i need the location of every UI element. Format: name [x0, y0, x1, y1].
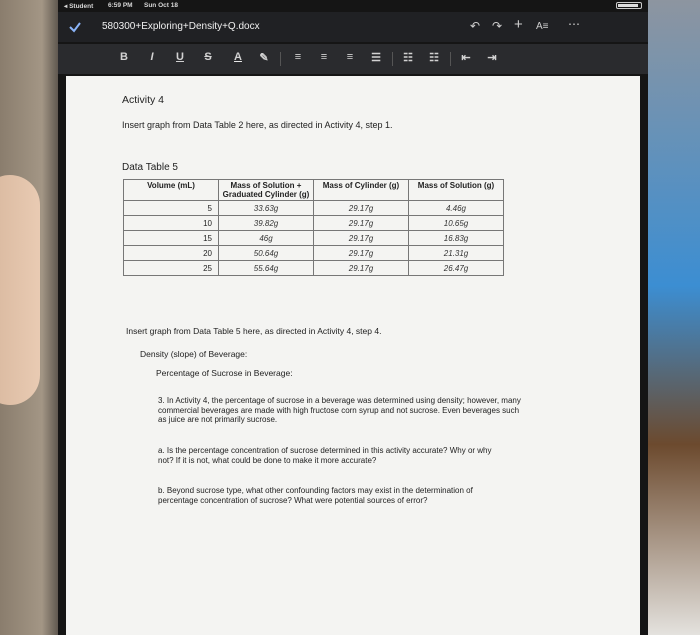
- table-cell: 26.47g: [409, 261, 504, 276]
- align-right-icon[interactable]: ≡: [346, 51, 354, 63]
- toolbar-divider: [450, 52, 451, 66]
- more-icon[interactable]: ⋯: [568, 17, 580, 31]
- check-icon[interactable]: [68, 20, 82, 34]
- table-cell: 16.83g: [409, 231, 504, 246]
- table-cell: 33.63g: [219, 201, 314, 216]
- table-cell: 55.64g: [219, 261, 314, 276]
- table-cell: 25: [124, 261, 219, 276]
- table-title: Data Table 5: [122, 162, 178, 173]
- finger: [0, 175, 40, 405]
- numbered-list-icon[interactable]: ☷: [429, 52, 439, 64]
- table-cell: 50.64g: [219, 246, 314, 261]
- decrease-indent-icon[interactable]: ⇤: [461, 52, 471, 64]
- document-title: 580300+Exploring+Density+Q.docx: [102, 21, 260, 32]
- table-cell: 29.17g: [314, 261, 409, 276]
- header-mass-cylinder: Mass of Cylinder (g): [314, 180, 409, 201]
- table-cell: 39.82g: [219, 216, 314, 231]
- highlight-icon[interactable]: ✎: [259, 52, 269, 64]
- header-mass-solution: Mass of Solution (g): [409, 180, 504, 201]
- doc-header: [58, 12, 648, 42]
- activity-heading: Activity 4: [122, 94, 165, 106]
- document-page[interactable]: [66, 76, 640, 635]
- graph-instruction: Insert graph from Data Table 5 here, as directed in Activity 4, step 4.: [126, 326, 382, 336]
- header-mass-solution-cylinder: Mass of Solution + Graduated Cylinder (g): [219, 180, 314, 201]
- density-label: Density (slope) of Beverage:: [140, 349, 248, 359]
- formatting-toolbar: [58, 44, 648, 74]
- align-left-icon[interactable]: ≡: [294, 51, 302, 63]
- toolbar-divider: [280, 52, 281, 66]
- table-cell: 5: [124, 201, 219, 216]
- table-row: [124, 201, 504, 216]
- header-volume: Volume (mL): [124, 180, 219, 201]
- table-cell: 29.17g: [314, 201, 409, 216]
- status-app[interactable]: ◂ Student: [64, 3, 94, 10]
- question-3a: a. Is the percentage concentration of sucrose determined in this activity accurate? Why or why not? If it is not, what could be done to make it more accurate?: [158, 446, 492, 465]
- table-cell: 4.46g: [409, 201, 504, 216]
- table-row: [124, 261, 504, 276]
- status-date: Sun Oct 18: [144, 2, 178, 9]
- table-cell: 10.65g: [409, 216, 504, 231]
- status-time: 6:59 PM: [108, 2, 133, 9]
- justify-icon[interactable]: ☰: [371, 52, 381, 64]
- text-color-button[interactable]: A: [234, 51, 242, 63]
- table-cell: 29.17g: [314, 231, 409, 246]
- data-table: [123, 179, 504, 276]
- table-cell: 21.31g: [409, 246, 504, 261]
- align-center-icon[interactable]: ≡: [320, 51, 328, 63]
- text-format-icon[interactable]: A≡: [536, 21, 549, 32]
- undo-icon[interactable]: ↶: [470, 19, 481, 33]
- bulleted-list-icon[interactable]: ☷: [403, 52, 413, 64]
- activity-instruction: Insert graph from Data Table 2 here, as directed in Activity 4, step 1.: [122, 120, 393, 130]
- question-3b: b. Beyond sucrose type, what other confounding factors may exist in the determination of percentage concentration of sucrose? What were potential sources of error?: [158, 486, 473, 505]
- redo-icon[interactable]: ↷: [492, 19, 503, 33]
- underline-button[interactable]: U: [176, 51, 184, 63]
- question-3: 3. In Activity 4, the percentage of sucrose in a beverage was determined using density; however, many commercial beverages are made with high fructose corn syrup and not sucrose. Even beverages such as juice are not primarily sucrose.: [158, 396, 521, 424]
- table-cell: 29.17g: [314, 216, 409, 231]
- battery-icon: [616, 2, 642, 9]
- add-icon[interactable]: +: [514, 16, 523, 33]
- bold-button[interactable]: B: [120, 51, 128, 63]
- increase-indent-icon[interactable]: ⇥: [487, 52, 497, 64]
- status-bar: [58, 0, 648, 12]
- table-cell: 29.17g: [314, 246, 409, 261]
- toolbar-divider: [392, 52, 393, 66]
- table-row: [124, 246, 504, 261]
- strikethrough-button[interactable]: S: [204, 51, 212, 63]
- italic-button[interactable]: I: [150, 51, 154, 63]
- table-row: [124, 231, 504, 246]
- table-cell: 15: [124, 231, 219, 246]
- table-cell: 10: [124, 216, 219, 231]
- table-row: [124, 216, 504, 231]
- tablet-screen: [58, 0, 648, 635]
- table-cell: 46g: [219, 231, 314, 246]
- percentage-label: Percentage of Sucrose in Beverage:: [156, 368, 293, 378]
- table-cell: 20: [124, 246, 219, 261]
